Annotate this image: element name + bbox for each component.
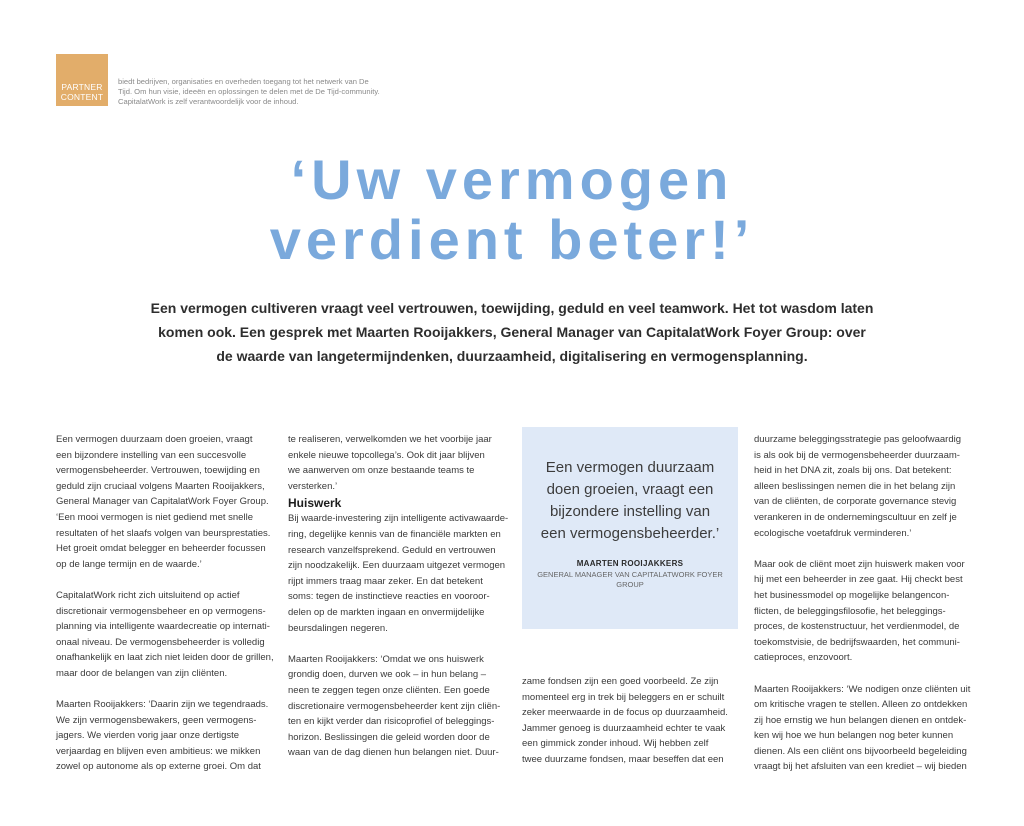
text-line: Bij waarde-investering zijn intelligente activawaarde- <box>288 513 509 525</box>
text-line: soms: tegen de instinctieve reacties en vooroor- <box>288 591 490 603</box>
quote-line: bijzondere instelling van <box>549 503 711 520</box>
lead-line: komen ook. Een gesprek met Maarten Rooijakkers, General Manager van CapitalatWork Foyer Group: over <box>158 324 866 340</box>
text-line: maar door de belangen van zijn cliënten. <box>56 667 228 679</box>
intro-line: Tijd. Om hun visie, ideeën en oplossingen te delen met de De Tijd-community. <box>118 87 380 97</box>
text-line: ken wij hoe we hun belangen nog beter kunnen <box>754 730 954 742</box>
lead-line: de waarde van langetermijndenken, duurzaamheid, digitalisering en vermogensplanning. <box>216 348 808 364</box>
text-line: toekomstvisie, de bedrijfswaarden, het communi- <box>754 636 960 648</box>
text-line: Een vermogen duurzaam doen groeien, vraagt <box>56 434 253 445</box>
paragraph-gap <box>56 682 274 698</box>
text-line: ecologische voetafdruk verminderen.’ <box>754 527 912 539</box>
role-line: GROUP <box>616 580 644 589</box>
text-line: research vanzelfsprekend. Geduld en vertrouwen <box>288 544 496 556</box>
paragraph-gap <box>754 541 972 557</box>
paragraph-gap <box>754 666 972 682</box>
text-line: hij met een beheerder in zee gaat. Hij checkt best <box>754 574 963 586</box>
text-line: geduld zijn cruciaal volgens Maarten Rooijakkers, <box>56 480 265 492</box>
quote-line: doen groeien, vraagt een <box>546 481 714 498</box>
text-line: discretionair vermogensbeheer en op vermogens- <box>56 605 266 617</box>
text-line: zame fondsen zijn een goed voorbeeld. Ze zijn <box>522 676 719 687</box>
article-headline <box>0 150 1024 270</box>
section-heading-huiswerk: Huiswerk <box>288 496 342 511</box>
article-column-2 <box>288 432 509 761</box>
text-line: Maarten Rooijakkers: ‘Daarin zijn we tegendraads. <box>56 699 269 711</box>
lead-line: Een vermogen cultiveren vraagt veel vertrouwen, toewijding, geduld en veel teamwork. Het tot wasdom laten <box>150 300 874 316</box>
role-line: GENERAL MANAGER VAN CAPITALATWORK FOYER <box>537 570 723 579</box>
text-line: We zijn vermogensbewakers, geen vermogens- <box>56 714 257 726</box>
text-line: delen op de markten ingaan en onvermijdelijke <box>288 606 485 618</box>
text-line: om kritische vragen te stellen. Alleen zo ontdekken <box>754 699 968 711</box>
partner-content-badge <box>56 54 108 106</box>
text-line: is als ook bij de vermogensbeheerder duurzaam- <box>754 449 960 461</box>
text-line: Maarten Rooijakkers: ‘We nodigen onze cliënten uit <box>754 683 971 695</box>
text-line: flicten, de beleggingsfilosofie, het beleggings- <box>754 605 946 617</box>
text-line: planning via intelligente waardecreatie op internati- <box>56 621 270 633</box>
text-line: General Manager van CapitalatWork Foyer Group. <box>56 496 269 508</box>
text-line: rijpt immers traag maar zeker. En dat betekent <box>288 575 483 587</box>
text-line: beursdalingen negeren. <box>288 622 388 634</box>
text-line: versterken.’ <box>288 480 338 492</box>
text-line: verankeren in de ondernemingscultuur en zelf je <box>754 511 957 523</box>
quote-line: een vermogensbeheerder.’ <box>540 525 720 542</box>
text-line: vermogensbeheerder. Vertrouwen, toewijding en <box>56 465 260 477</box>
partner-intro <box>118 77 418 108</box>
text-line: discretionaire vermogensbeheerder kent zijn cliën- <box>288 700 501 712</box>
headline-line: ‘Uw vermogen <box>290 148 734 211</box>
quote-author-role <box>522 570 738 590</box>
text-line: ring, degelijke kennis van de financiële markten en <box>288 528 501 540</box>
text-line: zijn noodzakelijk. Een duurzaam uitgezet vermogen <box>288 560 506 572</box>
text-line: alleen beslissingen nemen die in het belang zijn <box>754 480 956 492</box>
text-line: proces, de kostenstructuur, het verdienmodel, de <box>754 621 960 633</box>
quote-line: Een vermogen duurzaam <box>545 459 715 476</box>
text-line: waan van de dag dienen hun belangen niet. Duur- <box>288 747 499 759</box>
article-lead <box>120 296 904 368</box>
text-line: CapitalatWork richt zich uitsluitend op actief <box>56 589 240 601</box>
text-line: verjaardag en blijven even ambitieus: we mikken <box>56 745 261 757</box>
text-line: horizon. Beslissingen die geleid worden door de <box>288 731 490 743</box>
text-line: onaal niveau. De vermogensbeheerder is volledig <box>56 636 265 648</box>
pull-quote <box>522 427 738 629</box>
paragraph-gap <box>288 636 506 652</box>
text-line: vraagt bij het afsluiten van een krediet – wij bieden <box>754 761 967 773</box>
intro-line: biedt bedrijven, organisaties en overheden toegang tot het netwerk van De <box>118 77 369 86</box>
badge-line-1: PARTNER <box>61 82 103 92</box>
text-line: het businessmodel op mogelijke belangencon- <box>754 589 950 601</box>
text-line: resultaten of het slaafs volgen van beursprestaties. <box>56 527 271 539</box>
text-line: van de cliënten, de corporate governance stevig <box>754 496 957 508</box>
text-line: momenteel erg in trek bij beleggers en er schuilt <box>522 691 725 703</box>
paragraph-gap <box>56 572 274 588</box>
text-line: grondig doen, durven we ook – in hun belang – <box>288 669 487 681</box>
text-line: Jammer genoeg is duurzaamheid echter te vaak <box>522 722 726 734</box>
intro-line: CapitalatWork is zelf verantwoordelijk voor de inhoud. <box>118 97 299 107</box>
headline-line: verdient beter!’ <box>269 208 755 271</box>
text-line: een gimmick zonder inhoud. Wij hebben zelf <box>522 738 709 750</box>
text-line: te realiseren, verwelkomden we het voorbije jaar <box>288 434 492 445</box>
text-line: duurzame beleggingsstrategie pas geloofwaardig <box>754 434 962 445</box>
article-column-4 <box>754 432 972 775</box>
text-line: onafhankelijk en laat zich niet leiden door de grillen, <box>56 652 274 664</box>
text-line: Maarten Rooijakkers: ‘Omdat we ons huiswerk <box>288 653 484 665</box>
badge-line-2: CONTENT <box>60 92 104 102</box>
text-line: ten en kijkt verder dan risicoprofiel of beleggings- <box>288 716 495 728</box>
text-line: catieproces, enzovoort. <box>754 652 853 664</box>
text-line: Het groeit omdat belegger en beheerder focussen <box>56 543 266 555</box>
article-column-1 <box>56 432 274 775</box>
text-line: neen te zeggen tegen onze cliënten. Een goede <box>288 684 490 696</box>
text-line: twee duurzame fondsen, maar beseffen dat een <box>522 753 724 765</box>
text-line: zeker meerwaarde in de focus op duurzaamheid. <box>522 707 728 719</box>
article-column-3 <box>522 674 740 768</box>
text-line: jagers. We vierden vorig jaar onze dertigste <box>56 730 240 742</box>
text-line: Maar ook de cliënt moet zijn huiswerk maken voor <box>754 558 965 570</box>
text-line: ‘Een mooi vermogen is niet gediend met snelle <box>56 511 253 523</box>
text-line: zowel op autonome als op externe groei. Om dat <box>56 761 261 773</box>
quote-author-name: MAARTEN ROOIJAKKERS <box>576 559 684 568</box>
text-line: een bijzondere instelling van een succesvolle <box>56 449 247 461</box>
text-line: zij hoe ernstig we hun belangen dienen en ontdek- <box>754 714 967 726</box>
text-line: op de lange termijn en de waarde.’ <box>56 558 202 570</box>
text-line: dienen. Als een cliënt ons bijvoorbeeld begeleiding <box>754 745 967 757</box>
text-line: heid in het DNA zit, zoals bij ons. Dat betekent: <box>754 465 952 477</box>
pull-quote-text <box>522 457 738 545</box>
text-line: enkele nieuwe topcollega’s. Ook dit jaar blijven <box>288 449 485 461</box>
text-line: we aanwerven om onze bestaande teams te <box>288 465 475 477</box>
